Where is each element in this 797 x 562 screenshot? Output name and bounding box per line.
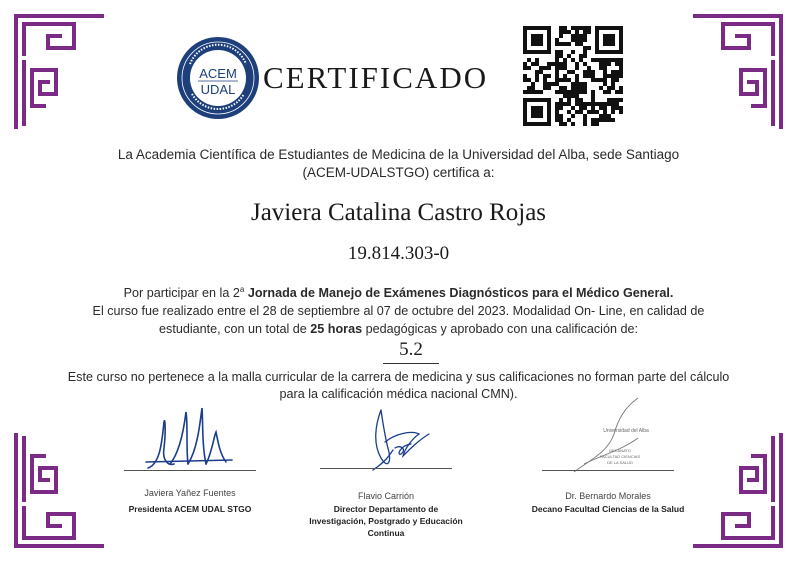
course-description xyxy=(60,281,737,338)
signature-2-line xyxy=(320,468,452,469)
recipient-name: Javiera Catalina Castro Rojas xyxy=(250,199,547,226)
stamp-line-3: DE LA SALUD xyxy=(607,460,633,465)
intro-text: La Academia Científica de Estudiantes de Medicina de la Universidad del Alba, sede Santiago (ACEM-UDALSTGO) certifica a: xyxy=(117,147,680,180)
course-line-3: estudiante, con un total de 25 horas pedagógicas y aprobado con una calificación de: xyxy=(159,322,638,337)
logo-bottom-text: UDAL xyxy=(200,82,236,97)
acem-udal-seal-icon xyxy=(176,36,260,120)
signature-3-line xyxy=(542,470,674,471)
signature-3-role: Decano Facultad Ciencias de la Salud xyxy=(531,504,685,514)
signature-2-role: Director Departamento de Investigación, Postgrado y Educación Continua xyxy=(309,504,463,538)
corner-ornament-bottom-right xyxy=(693,433,783,548)
faculty-stamp-icon xyxy=(560,394,660,478)
disclaimer-note: Este curso no pertenece a la malla curricular de la carrera de medicina y sus calificaciones no forman parte del cálculo para la calificación médica nacional CMN). xyxy=(67,370,730,401)
recipient-id: 19.814.303-0 xyxy=(347,243,450,264)
course-line-1: Por participar en la 2$^a$ Jornada de Manejo de Exámenes Diagnósticos para el Médico General. xyxy=(123,285,674,301)
course-name: Jornada de Manejo de Exámenes Diagnósticos para el Médico General. xyxy=(247,286,674,301)
corner-ornament-bottom-left xyxy=(14,433,104,548)
course-hours: 25 horas xyxy=(310,322,363,337)
stamp-line-1: DECANATO xyxy=(609,448,631,453)
signature-3-name: Dr. Bernardo Morales xyxy=(565,491,651,501)
signature-2-scribble xyxy=(355,404,445,474)
corner-ornament-top-left xyxy=(14,14,104,129)
stamp-line-2: FACULTAD CIENCIAS xyxy=(599,454,641,459)
logo-top-text: ACEM xyxy=(199,66,237,81)
stamp-university: Universidad del Alba xyxy=(603,428,649,434)
corner-ornament-top-right xyxy=(693,14,783,129)
grade-value: 5.2 xyxy=(383,339,439,364)
certificate-title: CERTIFICADO xyxy=(263,60,489,95)
signature-2-name: Flavio Carrión xyxy=(357,491,415,501)
signature-1-role: Presidenta ACEM UDAL STGO xyxy=(128,504,252,514)
signature-1-scribble xyxy=(140,402,240,472)
signature-1-name: Javiera Yañez Fuentes xyxy=(144,488,236,498)
qr-code-icon[interactable] xyxy=(523,26,623,126)
course-line-2: El curso fue realizado entre el 28 de septiembre al 07 de octubre del 2023. Modalidad On- Line, en calidad de xyxy=(92,304,705,319)
signature-1-line xyxy=(124,470,256,471)
